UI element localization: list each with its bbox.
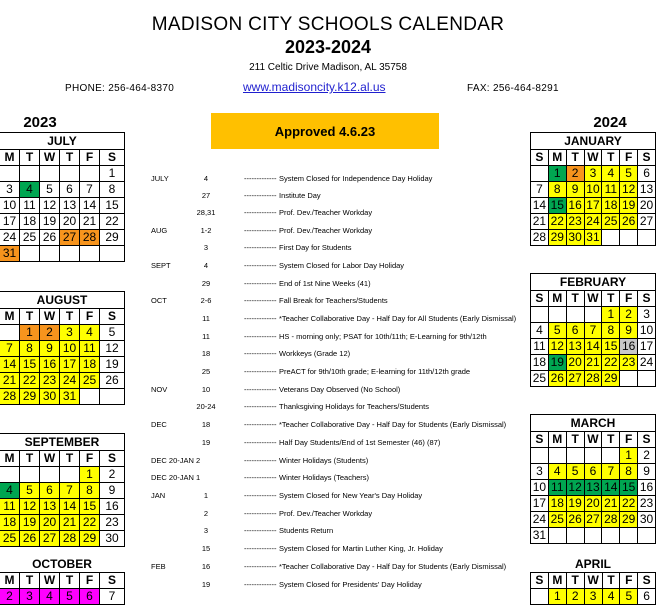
event-day: 11 [202, 332, 210, 341]
calendar-october [0, 556, 125, 605]
event-dash: ------------- [244, 526, 277, 535]
event-description: Students Return [279, 526, 334, 535]
week-row: 28 29 30 31 [0, 389, 125, 405]
week-row: 11 12 13 14 15 16 17 [531, 339, 656, 355]
month-label-march: MARCH [531, 415, 656, 432]
event-dash: ------------- [244, 174, 277, 183]
event-dash: ------------- [244, 580, 277, 589]
event-description: System Closed for Martin Luther King, Jr. Holiday [279, 544, 443, 553]
calendar-april [530, 556, 656, 605]
event-description: *Teacher Collaborative Day - Half Day for Students (Early Dismissal) [279, 420, 507, 429]
event-dash: ------------- [244, 226, 277, 235]
month-label-february: FEBRUARY [531, 274, 656, 291]
event-month: JAN [151, 491, 166, 500]
event-dash: ------------- [244, 279, 277, 288]
week-row: 1 2 3 4 5 6 [531, 589, 656, 605]
week-row: 1 2 [0, 467, 125, 483]
week-row: 1 2 [531, 448, 656, 464]
week-row: 7 8 9 10 11 12 13 [531, 182, 656, 198]
year-2024-label: 2024 [593, 114, 627, 131]
website-link[interactable]: www.madisoncity.k12.al.us [243, 80, 386, 94]
event-month: FEB [151, 562, 166, 571]
event-dash: ------------- [244, 491, 277, 500]
week-row: 31 [531, 528, 656, 544]
calendar-january [530, 132, 656, 246]
event-description: HS - morning only; PSAT for 10th/11th; E-Learning for 9th/12th [279, 332, 487, 341]
week-row: 10 11 12 13 14 15 16 [531, 480, 656, 496]
event-dash: ------------- [244, 402, 277, 411]
week-row: 4 5 6 7 8 9 10 [531, 323, 656, 339]
event-dash: ------------- [244, 420, 277, 429]
fax-number: FAX: 256-464-8291 [467, 83, 559, 94]
event-description: System Closed for New Year's Day Holiday [279, 491, 423, 500]
event-month: DEC 20-JAN 1 [151, 473, 201, 482]
week-row: 21 22 23 24 25 26 27 [531, 214, 656, 230]
event-dash: ------------- [244, 509, 277, 518]
weekday-header: M T W T F S [0, 573, 125, 589]
calendar-title: MADISON CITY SCHOOLS CALENDAR [151, 14, 505, 35]
event-description: Winter Holidays (Students) [279, 456, 369, 465]
event-description: Prof. Dev./Teacher Workday [279, 208, 373, 217]
event-dash: ------------- [244, 544, 277, 553]
month-label-september: SEPTEMBER [0, 434, 125, 451]
event-description: System Closed for Independence Day Holiday [279, 174, 433, 183]
event-description: Workkeys (Grade 12) [279, 349, 351, 358]
event-month: DEC 20-JAN 2 [151, 456, 201, 465]
event-dash: ------------- [244, 191, 277, 200]
week-row: 31 [0, 246, 125, 262]
week-row: 1 2 3 4 5 6 [531, 166, 656, 182]
event-dash: ------------- [244, 243, 277, 252]
event-day: 2-6 [200, 296, 212, 305]
event-day: 4 [203, 261, 209, 270]
event-day: 20-24 [196, 402, 216, 411]
event-day: 15 [201, 544, 211, 553]
week-row: 21 22 23 24 25 26 [0, 373, 125, 389]
week-row: 3 4 5 6 7 8 9 [531, 464, 656, 480]
event-day: 11 [202, 314, 210, 323]
calendar-july [0, 132, 125, 262]
weekday-header: M T W T F S [0, 150, 125, 166]
weekday-header: S M T W T F S [531, 573, 656, 589]
event-dash: ------------- [244, 349, 277, 358]
week-row: 17 18 19 20 21 22 23 [531, 496, 656, 512]
event-description: Veterans Day Observed (No School) [279, 385, 401, 394]
weekday-header: S M T W T F S [531, 291, 656, 307]
event-dash: ------------- [244, 473, 277, 482]
event-dash: ------------- [244, 261, 277, 270]
calendar-august [0, 291, 125, 405]
week-row: 11 12 13 14 15 16 [0, 499, 125, 515]
week-row: 18 19 20 21 22 23 [0, 515, 125, 531]
month-label-august: AUGUST [0, 292, 125, 309]
week-row: 24 25 26 27 28 29 [0, 230, 125, 246]
event-day: 3 [203, 526, 209, 535]
event-day: 25 [201, 367, 211, 376]
event-day: 29 [201, 279, 211, 288]
week-row: 2 3 4 5 6 7 [0, 589, 125, 605]
event-day: 1-2 [200, 226, 212, 235]
event-description: End of 1st Nine Weeks (41) [279, 279, 371, 288]
event-dash: ------------- [244, 367, 277, 376]
weekday-header: S M T W T F S [531, 150, 656, 166]
address: 211 Celtic Drive Madison, AL 35758 [249, 62, 407, 73]
week-row: 14 15 16 17 18 19 20 [531, 198, 656, 214]
event-day: 27 [201, 191, 211, 200]
event-day: 16 [201, 562, 211, 571]
event-month: OCT [151, 296, 167, 305]
event-month: DEC [151, 420, 167, 429]
event-month: NOV [151, 385, 168, 394]
event-day: 19 [201, 438, 211, 447]
event-description: Institute Day [279, 191, 321, 200]
week-row: 1 2 3 4 5 [0, 325, 125, 341]
calendar-march [530, 414, 656, 544]
week-row: 7 8 9 10 11 12 [0, 341, 125, 357]
event-day: 18 [201, 420, 211, 429]
school-years: 2023-2024 [284, 37, 372, 57]
week-row: 1 [0, 166, 125, 182]
event-description: Winter Holidays (Teachers) [279, 473, 370, 482]
calendar-february [530, 273, 656, 387]
event-day: 2 [203, 509, 209, 518]
event-day: 1 [203, 491, 209, 500]
event-description: Fall Break for Teachers/Students [279, 296, 388, 305]
approved-banner: Approved 4.6.23 [211, 113, 439, 149]
event-month: JULY [151, 174, 169, 183]
event-day: 18 [201, 349, 211, 358]
event-description: Half Day Students/End of 1st Semester (46) (87) [279, 438, 441, 447]
week-row: 17 18 19 20 21 22 [0, 214, 125, 230]
calendar-september [0, 433, 125, 547]
weekday-header: M T W T F S [0, 309, 125, 325]
event-description: System Closed for Presidents' Day Holiday [279, 580, 422, 589]
event-month: SEPT [151, 261, 171, 270]
event-dash: ------------- [244, 456, 277, 465]
week-row: 24 25 26 27 28 29 30 [531, 512, 656, 528]
event-description: *Teacher Collaborative Day - Half Day for All Students (Early Dismissal) [279, 314, 517, 323]
event-description: System Closed for Labor Day Holiday [279, 261, 405, 270]
phone-number: PHONE: 256-464-8370 [65, 83, 175, 94]
event-dash: ------------- [244, 296, 277, 305]
event-day: 19 [201, 580, 211, 589]
event-description: PreACT for 9th/10th grade; E-learning for 11th/12th grade [279, 367, 471, 376]
event-day: 28,31 [196, 208, 216, 217]
weekday-header: S M T W T F S [531, 432, 656, 448]
event-dash: ------------- [244, 562, 277, 571]
event-month: AUG [151, 226, 168, 235]
event-description: Thanksgiving Holidays for Teachers/Students [279, 402, 429, 411]
week-row: 4 5 6 7 8 9 [0, 483, 125, 499]
event-day: 4 [203, 174, 209, 183]
week-row: 25 26 27 28 29 [531, 371, 656, 387]
week-row: 28 29 30 31 [531, 230, 656, 246]
year-2023-label: 2023 [23, 114, 57, 131]
month-label-april: APRIL [531, 556, 656, 573]
month-label-january: JANUARY [531, 133, 656, 150]
week-row: 14 15 16 17 18 19 [0, 357, 125, 373]
weekday-header: M T W T F S [0, 451, 125, 467]
event-description: Prof. Dev./Teacher Workday [279, 509, 373, 518]
week-row: 3 4 5 6 7 8 [0, 182, 125, 198]
event-dash: ------------- [244, 208, 277, 217]
event-dash: ------------- [244, 314, 277, 323]
month-label-october: OCTOBER [0, 556, 125, 573]
week-row: 18 19 20 21 22 23 24 [531, 355, 656, 371]
week-row: 10 11 12 13 14 15 [0, 198, 125, 214]
event-description: *Teacher Collaborative Day - Half Day for Students (Early Dismissal) [279, 562, 507, 571]
event-day: 3 [203, 243, 209, 252]
week-row: 1 2 3 [531, 307, 656, 323]
week-row: 25 26 27 28 29 30 [0, 531, 125, 547]
event-dash: ------------- [244, 438, 277, 447]
event-dash: ------------- [244, 332, 277, 341]
event-dash: ------------- [244, 385, 277, 394]
month-label-july: JULY [0, 133, 125, 150]
event-day: 10 [201, 385, 211, 394]
event-description: First Day for Students [279, 243, 352, 252]
event-description: Prof. Dev./Teacher Workday [279, 226, 373, 235]
